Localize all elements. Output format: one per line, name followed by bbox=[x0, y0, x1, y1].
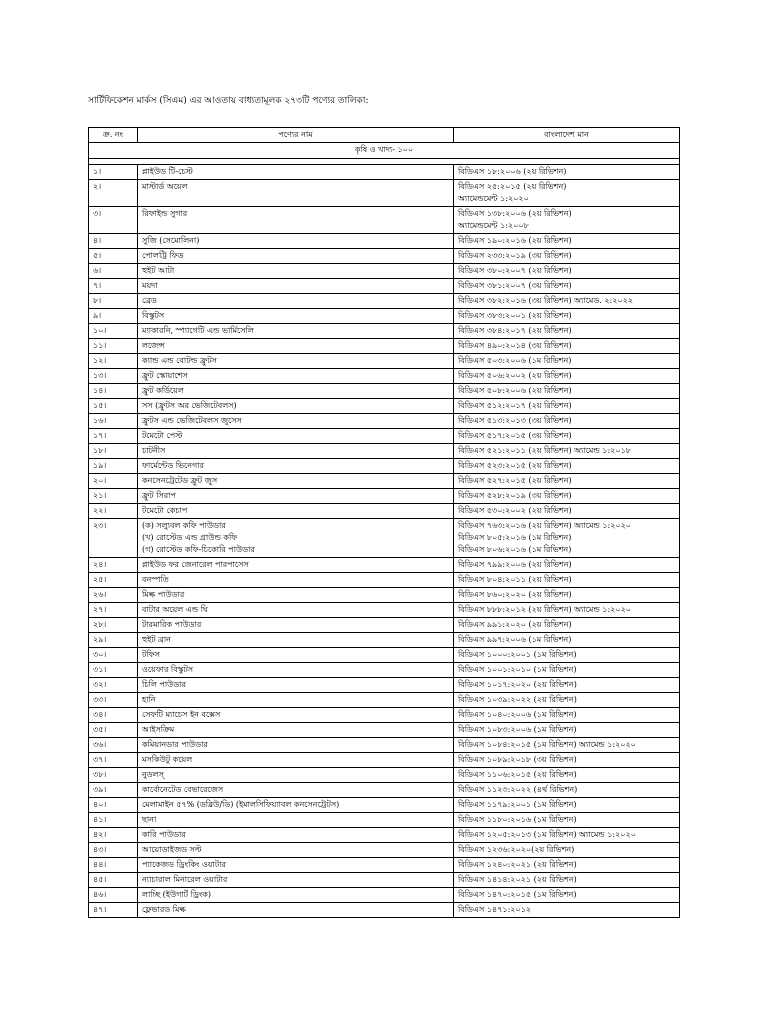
standard-text: বিডিএস ৯৯১:২০২০ (২য় রিভিশন) bbox=[458, 620, 572, 629]
product-name-cell bbox=[138, 474, 454, 489]
product-name-cell bbox=[138, 888, 454, 903]
standard-text: বিডিএস ১০৩৯:২০২২ (২য় রিভিশন) bbox=[458, 695, 577, 704]
standard-text: বিডিএস ৭৬৩:২০১৬ (২য় রিভিশন) অ্যামেন্ড ১:২০২০ bbox=[458, 521, 632, 530]
standard-text: বিডিএস ৩৮৩:২০০১ (২য় রিভিশন) bbox=[458, 311, 572, 320]
document-title: সার্টিফিকেশন মার্কস (সিএম) এর আওতায় বাধ্যতামূলক ২৭৩টি পণ্যের তালিকা: bbox=[88, 96, 369, 106]
product-name-cell bbox=[138, 249, 454, 264]
product-name-cell bbox=[138, 663, 454, 678]
product-name: (খ) রোস্টেড এন্ড গ্রাউন্ড কফি bbox=[142, 533, 238, 542]
standard-cell bbox=[454, 309, 680, 324]
serial-cell: ২৭। bbox=[89, 603, 138, 618]
serial-cell: ২৬। bbox=[89, 588, 138, 603]
standard-cell bbox=[454, 618, 680, 633]
table-row bbox=[89, 504, 680, 519]
product-name: টফিস bbox=[142, 650, 160, 659]
standard-cell bbox=[454, 738, 680, 753]
serial-cell: ১৭। bbox=[89, 429, 138, 444]
standard-cell bbox=[454, 603, 680, 618]
product-name-cell bbox=[138, 648, 454, 663]
serial-cell: ৩০। bbox=[89, 648, 138, 663]
table-row bbox=[89, 843, 680, 858]
product-name: ন্যাচারাল মিনারেল ওয়াটার bbox=[142, 875, 228, 884]
product-name: প্যাকেজড ড্রিংকিং ওয়াটার bbox=[142, 860, 226, 869]
product-name: বিস্কুটস bbox=[142, 311, 165, 320]
table-row bbox=[89, 459, 680, 474]
serial-cell: ৪২। bbox=[89, 828, 138, 843]
standard-cell bbox=[454, 207, 680, 234]
standard-cell bbox=[454, 234, 680, 249]
serial-cell: ২০। bbox=[89, 474, 138, 489]
table-row bbox=[89, 399, 680, 414]
product-name: চিলি পাউডার bbox=[142, 680, 186, 689]
product-name-cell bbox=[138, 768, 454, 783]
standard-text: বিডিএস ১৪৭১:২০১২ bbox=[458, 905, 532, 914]
standard-cell bbox=[454, 249, 680, 264]
product-name-cell bbox=[138, 708, 454, 723]
product-name: ক্যান্ড এন্ড বোটল্ড ফ্রুটস bbox=[142, 356, 217, 365]
product-name: হুইট ব্রান bbox=[142, 635, 171, 644]
product-name-cell bbox=[138, 738, 454, 753]
product-name: (গ) রোস্টেড কফি-চিকোরি পাউডার bbox=[142, 545, 255, 554]
standard-text: বিডিএস ১৯০:২০১৬ (২য় রিভিশন) bbox=[458, 236, 572, 245]
serial-cell: ৩৯। bbox=[89, 783, 138, 798]
product-name-cell bbox=[138, 828, 454, 843]
table-row bbox=[89, 588, 680, 603]
table-row bbox=[89, 279, 680, 294]
table-row bbox=[89, 309, 680, 324]
product-name: ম্যাকারনি, স্প্যাগেটি এন্ড ভার্মিসেলি bbox=[142, 326, 254, 335]
serial-cell: ২১। bbox=[89, 489, 138, 504]
table-row bbox=[89, 234, 680, 249]
standard-cell bbox=[454, 648, 680, 663]
product-name: রিফাইন্ড সুগার bbox=[142, 209, 188, 218]
serial-cell: ১২। bbox=[89, 354, 138, 369]
standard-text: অ্যামেন্ডমেন্ট ১:২০২০ bbox=[458, 194, 529, 203]
standard-cell bbox=[454, 798, 680, 813]
serial-cell: ১৫। bbox=[89, 399, 138, 414]
product-name: মিল্ক পাউডার bbox=[142, 590, 185, 599]
table-row bbox=[89, 414, 680, 429]
product-name: টারমারিক পাউডার bbox=[142, 620, 202, 629]
product-name: ফ্রুট সিরাপ bbox=[142, 491, 176, 500]
standard-text: বিডিএস ১২৩৬:২০২০(২য় রিভিশন) bbox=[458, 845, 575, 854]
table-row bbox=[89, 708, 680, 723]
standard-cell bbox=[454, 414, 680, 429]
serial-cell: ১৪। bbox=[89, 384, 138, 399]
product-name-cell bbox=[138, 753, 454, 768]
product-name-cell bbox=[138, 903, 454, 918]
serial-cell: ৫। bbox=[89, 249, 138, 264]
product-name-cell bbox=[138, 324, 454, 339]
standard-text: বিডিএস ১১৮০:২০১৬ (১ম রিভিশন) bbox=[458, 815, 577, 824]
product-name-cell bbox=[138, 264, 454, 279]
product-name-cell bbox=[138, 207, 454, 234]
table-row bbox=[89, 783, 680, 798]
standard-text: বিডিএস ৮৬০:২০২০ (২য় রিভিশন) bbox=[458, 590, 572, 599]
standard-text: বিডিএস ১০০১:২০১০ (১ম রিভিশন) bbox=[458, 665, 577, 674]
standard-cell bbox=[454, 165, 680, 180]
standard-cell bbox=[454, 768, 680, 783]
serial-cell: ৪৫। bbox=[89, 873, 138, 888]
product-name-cell bbox=[138, 603, 454, 618]
serial-cell: ৪৭। bbox=[89, 903, 138, 918]
standard-text: বিডিএস ১০০০:২০০১ (১ম রিভিশন) bbox=[458, 650, 577, 659]
product-name-cell bbox=[138, 354, 454, 369]
standard-cell bbox=[454, 180, 680, 207]
standard-cell bbox=[454, 504, 680, 519]
standard-cell bbox=[454, 324, 680, 339]
standard-text: বিডিএস ১৩৮:২০০৬ (২য় রিভিশন) bbox=[458, 209, 572, 218]
product-name: ফ্রুটস এন্ড ভেজিটেবলস জুসেস bbox=[142, 416, 242, 425]
serial-cell: ৯। bbox=[89, 309, 138, 324]
standard-text: বিডিএস ৫২৭:২০১৫ (২য় রিভিশন) bbox=[458, 476, 572, 485]
table-row bbox=[89, 693, 680, 708]
serial-cell: ৩৪। bbox=[89, 708, 138, 723]
standard-text: বিডিএস ১০৮৩:২০০৬ (১ম রিভিশন) bbox=[458, 725, 577, 734]
standard-text: বিডিএস ৫০৬:২০০২ (২য় রিভিশন) bbox=[458, 371, 572, 380]
product-name: বনস্পতি bbox=[142, 575, 169, 584]
product-name: ফ্রুট স্কোয়াশেস bbox=[142, 371, 188, 380]
product-name-cell bbox=[138, 843, 454, 858]
serial-cell: ৩৭। bbox=[89, 753, 138, 768]
product-name-cell bbox=[138, 369, 454, 384]
standard-text: বিডিএস ১১৭৯:২০০১ (১ম রিভিশন) bbox=[458, 800, 577, 809]
product-name: সস (ফ্রুটস অর ভেজিটেবলস) bbox=[142, 401, 237, 410]
serial-cell: ১। bbox=[89, 165, 138, 180]
product-name: সুজি (সেমোলিনা) bbox=[142, 236, 200, 245]
product-name: টমেটো পেস্ট bbox=[142, 431, 183, 440]
serial-cell: ৬। bbox=[89, 264, 138, 279]
standard-text: বিডিএস ৫১৩:২০১৩ (৩য় রিভিশন) bbox=[458, 416, 572, 425]
standard-text: বিডিএস ৫০৩:২০০৬ (১ম রিভিশন) bbox=[458, 356, 572, 365]
standard-cell bbox=[454, 444, 680, 459]
table-row bbox=[89, 678, 680, 693]
table-row bbox=[89, 858, 680, 873]
serial-cell: ৩। bbox=[89, 207, 138, 234]
standard-text: বিডিএস ৩৮৪:২০১৭ (২য় রিভিশন) bbox=[458, 326, 572, 335]
product-name: সেফটি ম্যাচেস ইন বক্সেস bbox=[142, 710, 221, 719]
product-name-cell bbox=[138, 558, 454, 573]
product-name-cell bbox=[138, 573, 454, 588]
column-header-serial: ক্র. নং bbox=[89, 128, 138, 143]
table-row bbox=[89, 249, 680, 264]
product-name-cell bbox=[138, 873, 454, 888]
table-row bbox=[89, 903, 680, 918]
standard-text: বিডিএস ৪৯০:২০১৪ (৩য় রিভিশন) bbox=[458, 341, 572, 350]
standard-text: বিডিএস ৮০৬:২০১৬ (১ম রিভিশন) bbox=[458, 545, 572, 554]
product-name-cell bbox=[138, 309, 454, 324]
serial-cell: ৩৩। bbox=[89, 693, 138, 708]
product-name-cell bbox=[138, 588, 454, 603]
serial-cell: ১৮। bbox=[89, 444, 138, 459]
product-name: ছানা bbox=[142, 815, 157, 824]
serial-cell: ৭। bbox=[89, 279, 138, 294]
product-name: কনসেনট্রেটেড ফ্রুট জুস bbox=[142, 476, 218, 485]
standard-cell bbox=[454, 678, 680, 693]
product-name-cell bbox=[138, 294, 454, 309]
standard-text: বিডিএস ১০৪০:২০০৬ (১ম রিভিশন) bbox=[458, 710, 577, 719]
table-row bbox=[89, 813, 680, 828]
product-name: চাটনীস bbox=[142, 446, 166, 455]
product-name-cell bbox=[138, 165, 454, 180]
standard-text: বিডিএস ২৫:২০১৫ (২য় রিভিশন) bbox=[458, 182, 567, 191]
serial-cell: ৪৬। bbox=[89, 888, 138, 903]
serial-cell: ২৩। bbox=[89, 519, 138, 558]
standard-cell bbox=[454, 813, 680, 828]
product-name-cell bbox=[138, 633, 454, 648]
table-row bbox=[89, 753, 680, 768]
standard-text: বিডিএস ৮০৪:২০১১ (২য় রিভিশন) bbox=[458, 575, 572, 584]
product-name: পোলট্রি ফিড bbox=[142, 251, 184, 260]
standard-cell bbox=[454, 264, 680, 279]
standard-text: বিডিএস ৩৮০:২০০৭ (২য় রিভিশন) bbox=[458, 266, 572, 275]
product-name: ফ্রুট কর্ডিয়েল bbox=[142, 386, 184, 395]
standard-cell bbox=[454, 708, 680, 723]
table-row bbox=[89, 294, 680, 309]
product-name: (ক) সল্যুবল কফি পাউডার bbox=[142, 521, 226, 530]
product-name-cell bbox=[138, 504, 454, 519]
standard-text: বিডিএস ১২০৫:২০১৩ (১ম রিভিশন) অ্যামেন্ড ১:২০২০ bbox=[458, 830, 636, 839]
product-name: লাচ্ছি (ইউগার্ট ড্রিংক) bbox=[142, 890, 211, 899]
product-name-cell bbox=[138, 279, 454, 294]
serial-cell: ৩৮। bbox=[89, 768, 138, 783]
table-row bbox=[89, 444, 680, 459]
table-row bbox=[89, 180, 680, 207]
standard-cell bbox=[454, 663, 680, 678]
table-row bbox=[89, 738, 680, 753]
standard-cell bbox=[454, 693, 680, 708]
standard-text: বিডিএস ১০৮৪:২০১৫ (১ম রিভিশন) অ্যামেন্ড ১:২০২০ bbox=[458, 740, 636, 749]
product-name-cell bbox=[138, 693, 454, 708]
table-body bbox=[89, 143, 680, 918]
product-name-cell bbox=[138, 399, 454, 414]
product-name: আয়োডাইজড সল্ট bbox=[142, 845, 202, 854]
standard-cell bbox=[454, 843, 680, 858]
table-row bbox=[89, 798, 680, 813]
table-header-row bbox=[89, 128, 680, 143]
standard-cell bbox=[454, 858, 680, 873]
table-row bbox=[89, 489, 680, 504]
standard-text: বিডিএস ১১২৩:২০২২ (৪র্থ রিভিশন) bbox=[458, 785, 578, 794]
serial-cell: ৮। bbox=[89, 294, 138, 309]
product-name: কার্বোনেটেড বেভারেজেস bbox=[142, 785, 224, 794]
table-row bbox=[89, 618, 680, 633]
product-name-cell bbox=[138, 519, 454, 558]
table-row bbox=[89, 474, 680, 489]
standard-text: বিডিএস ৫২৮:২০১৯ (৩য় রিভিশন) bbox=[458, 491, 572, 500]
product-name-cell bbox=[138, 339, 454, 354]
serial-cell: ৪১। bbox=[89, 813, 138, 828]
standard-text: বিডিএস ১৮:২০০৬ (২য় রিভিশন) bbox=[458, 167, 567, 176]
product-name-cell bbox=[138, 798, 454, 813]
product-name: ফ্লেভারড মিল্ক bbox=[142, 905, 186, 914]
standard-text: বিডিএস ১০১৭:২০২০ (২য় রিভিশন) bbox=[458, 680, 577, 689]
section-row bbox=[89, 143, 680, 159]
table-row bbox=[89, 828, 680, 843]
serial-cell: ১১। bbox=[89, 339, 138, 354]
product-name: ব্রেড bbox=[142, 296, 157, 305]
standard-cell bbox=[454, 783, 680, 798]
product-name-cell bbox=[138, 429, 454, 444]
product-name-cell bbox=[138, 180, 454, 207]
standard-cell bbox=[454, 873, 680, 888]
standard-cell bbox=[454, 828, 680, 843]
standard-text: বিডিএস ৩৮১:২০০৭ (৩য় রিভিশন) bbox=[458, 281, 572, 290]
standard-text: অ্যামেন্ডমেন্ট ১:২০০৮ bbox=[458, 221, 529, 230]
product-name: ফার্মেন্টেড ভিনেগার bbox=[142, 461, 204, 470]
product-name: হানি bbox=[142, 695, 156, 704]
product-name-cell bbox=[138, 858, 454, 873]
standard-cell bbox=[454, 294, 680, 309]
standard-text: বিডিএস ৫১৭:২০১৫ (৩য় রিভিশন) bbox=[458, 431, 572, 440]
table-row bbox=[89, 264, 680, 279]
product-name: লজেন্স bbox=[142, 341, 165, 350]
standard-text: বিডিএস ৫২১:২০১১ (২য় রিভিশন) অ্যামেন্ড ১:২০১৮ bbox=[458, 446, 631, 455]
table-row bbox=[89, 723, 680, 738]
standard-cell bbox=[454, 903, 680, 918]
table-row bbox=[89, 339, 680, 354]
product-name: মেলামাইন ৫৭% (ডব্লিউ/ডি) (ইমালসিফিয়্যাবল কনসেনট্রেটস) bbox=[142, 800, 340, 809]
product-name: মাস্টার্ড অয়েল bbox=[142, 182, 188, 191]
standard-text: বিডিএস ৫৩০:২০০২ (২য় রিভিশন) bbox=[458, 506, 572, 515]
standard-text: বিডিএস ২৩৩:২০১৯ (৩য় রিভিশন) bbox=[458, 251, 572, 260]
standard-text: বিডিএস ৫০৮:২০০৬ (২য় রিভিশন) bbox=[458, 386, 572, 395]
serial-cell: ১৩। bbox=[89, 369, 138, 384]
standard-text: বিডিএস ১৪৭০:২০১৫ (১ম রিভিশন) bbox=[458, 890, 577, 899]
table-row bbox=[89, 873, 680, 888]
standard-cell bbox=[454, 588, 680, 603]
serial-cell: ৩১। bbox=[89, 663, 138, 678]
standard-cell bbox=[454, 558, 680, 573]
serial-cell: ২৯। bbox=[89, 633, 138, 648]
table-row bbox=[89, 207, 680, 234]
standard-cell bbox=[454, 723, 680, 738]
table-row bbox=[89, 324, 680, 339]
standard-text: বিডিএস ১৪১৪:২০২১ (২য় রিভিশন) bbox=[458, 875, 577, 884]
standard-cell bbox=[454, 354, 680, 369]
standard-text: বিডিএস ৫২৩:২০১৫ (২য় রিভিশন) bbox=[458, 461, 572, 470]
table-row bbox=[89, 165, 680, 180]
standard-text: বিডিএস ১২৪০:২০২১ (২য় রিভিশন) bbox=[458, 860, 577, 869]
product-name: ময়দা bbox=[142, 281, 158, 290]
serial-cell: ১০। bbox=[89, 324, 138, 339]
serial-cell: ১৯। bbox=[89, 459, 138, 474]
product-name: আইসক্রিম bbox=[142, 725, 175, 734]
column-header-product-name: পণ্যের নাম bbox=[138, 128, 454, 143]
product-name-cell bbox=[138, 783, 454, 798]
standard-cell bbox=[454, 489, 680, 504]
product-name: হুইট আটা bbox=[142, 266, 175, 275]
product-name-cell bbox=[138, 234, 454, 249]
product-name-cell bbox=[138, 678, 454, 693]
product-standards-table bbox=[88, 127, 680, 918]
serial-cell: ১৬। bbox=[89, 414, 138, 429]
product-name-cell bbox=[138, 618, 454, 633]
serial-cell: ৩২। bbox=[89, 678, 138, 693]
standard-cell bbox=[454, 519, 680, 558]
standard-text: বিডিএস ৩৮২:২০১৬ (৩য় রিভিশন) অ্যামেড. ২:২০২২ bbox=[458, 296, 634, 305]
product-name: প্লাইউড টি-চেস্ট bbox=[142, 167, 193, 176]
table-row bbox=[89, 663, 680, 678]
product-name-cell bbox=[138, 459, 454, 474]
table-row bbox=[89, 648, 680, 663]
product-name: কারি পাউডার bbox=[142, 830, 186, 839]
standard-cell bbox=[454, 429, 680, 444]
standard-cell bbox=[454, 633, 680, 648]
product-name: বাটার অয়েল এন্ড ঘি bbox=[142, 605, 209, 614]
column-header-bangladesh-standard: বাংলাদেশ মান bbox=[454, 128, 680, 143]
standard-cell bbox=[454, 279, 680, 294]
standard-cell bbox=[454, 474, 680, 489]
product-name-cell bbox=[138, 444, 454, 459]
table-row bbox=[89, 633, 680, 648]
product-name-cell bbox=[138, 384, 454, 399]
standard-text: বিডিএস ১০৮৯:২০১৮ (৩য় রিভিশন) bbox=[458, 755, 577, 764]
product-name: কমিয়ানডার পাউডার bbox=[142, 740, 208, 749]
table-row bbox=[89, 558, 680, 573]
table-row bbox=[89, 429, 680, 444]
product-name: মসকিউটু কয়েল bbox=[142, 755, 193, 764]
standard-text: বিডিএস ৫১২:২০১৭ (২য় রিভিশন) bbox=[458, 401, 572, 410]
standard-text: বিডিএস ৮৮৮:২০১২ (২য় রিভিশন) অ্যামেন্ড ১:২০২০ bbox=[458, 605, 631, 614]
product-name: প্লাইউড ফর জেনারেল পারপাসেস bbox=[142, 560, 249, 569]
table-row bbox=[89, 573, 680, 588]
standard-cell bbox=[454, 369, 680, 384]
standard-cell bbox=[454, 399, 680, 414]
serial-cell: ৪০। bbox=[89, 798, 138, 813]
serial-cell: ২৮। bbox=[89, 618, 138, 633]
standard-cell bbox=[454, 339, 680, 354]
table-row bbox=[89, 384, 680, 399]
standard-text: বিডিএস ৯৯৭:২০০৬ (১ম রিভিশন) bbox=[458, 635, 572, 644]
standard-text: বিডিএস ১১০৬:২০১৫ (২য় রিভিশন) bbox=[458, 770, 577, 779]
standard-cell bbox=[454, 753, 680, 768]
standard-text: বিডিএস ৭৯৯:২০০৬ (২য় রিভিশন) bbox=[458, 560, 572, 569]
standard-cell bbox=[454, 459, 680, 474]
serial-cell: ৩৫। bbox=[89, 723, 138, 738]
serial-cell: ২৪। bbox=[89, 558, 138, 573]
serial-cell: ২৫। bbox=[89, 573, 138, 588]
section-heading: কৃষি ও খাদ্য- ১০০ bbox=[89, 143, 680, 159]
product-name: ওয়েফার বিস্কুটস bbox=[142, 665, 194, 674]
table-row bbox=[89, 369, 680, 384]
serial-cell: ২। bbox=[89, 180, 138, 207]
table-row bbox=[89, 354, 680, 369]
standard-cell bbox=[454, 888, 680, 903]
standard-text: বিডিএস ৮০৫:২০১৬ (১ম রিভিশন) bbox=[458, 533, 572, 542]
standard-cell bbox=[454, 573, 680, 588]
table-row bbox=[89, 888, 680, 903]
product-name-cell bbox=[138, 414, 454, 429]
product-name-cell bbox=[138, 813, 454, 828]
serial-cell: ৪৩। bbox=[89, 843, 138, 858]
serial-cell: ৪৪। bbox=[89, 858, 138, 873]
table-row bbox=[89, 768, 680, 783]
product-name-cell bbox=[138, 723, 454, 738]
standard-cell bbox=[454, 384, 680, 399]
product-name: টমেটো কেচাপ bbox=[142, 506, 188, 515]
product-name: নুডলস্ bbox=[142, 770, 164, 779]
serial-cell: ৩৬। bbox=[89, 738, 138, 753]
table-row bbox=[89, 603, 680, 618]
product-name-cell bbox=[138, 489, 454, 504]
serial-cell: ২২। bbox=[89, 504, 138, 519]
serial-cell: ৪। bbox=[89, 234, 138, 249]
table-row bbox=[89, 519, 680, 558]
